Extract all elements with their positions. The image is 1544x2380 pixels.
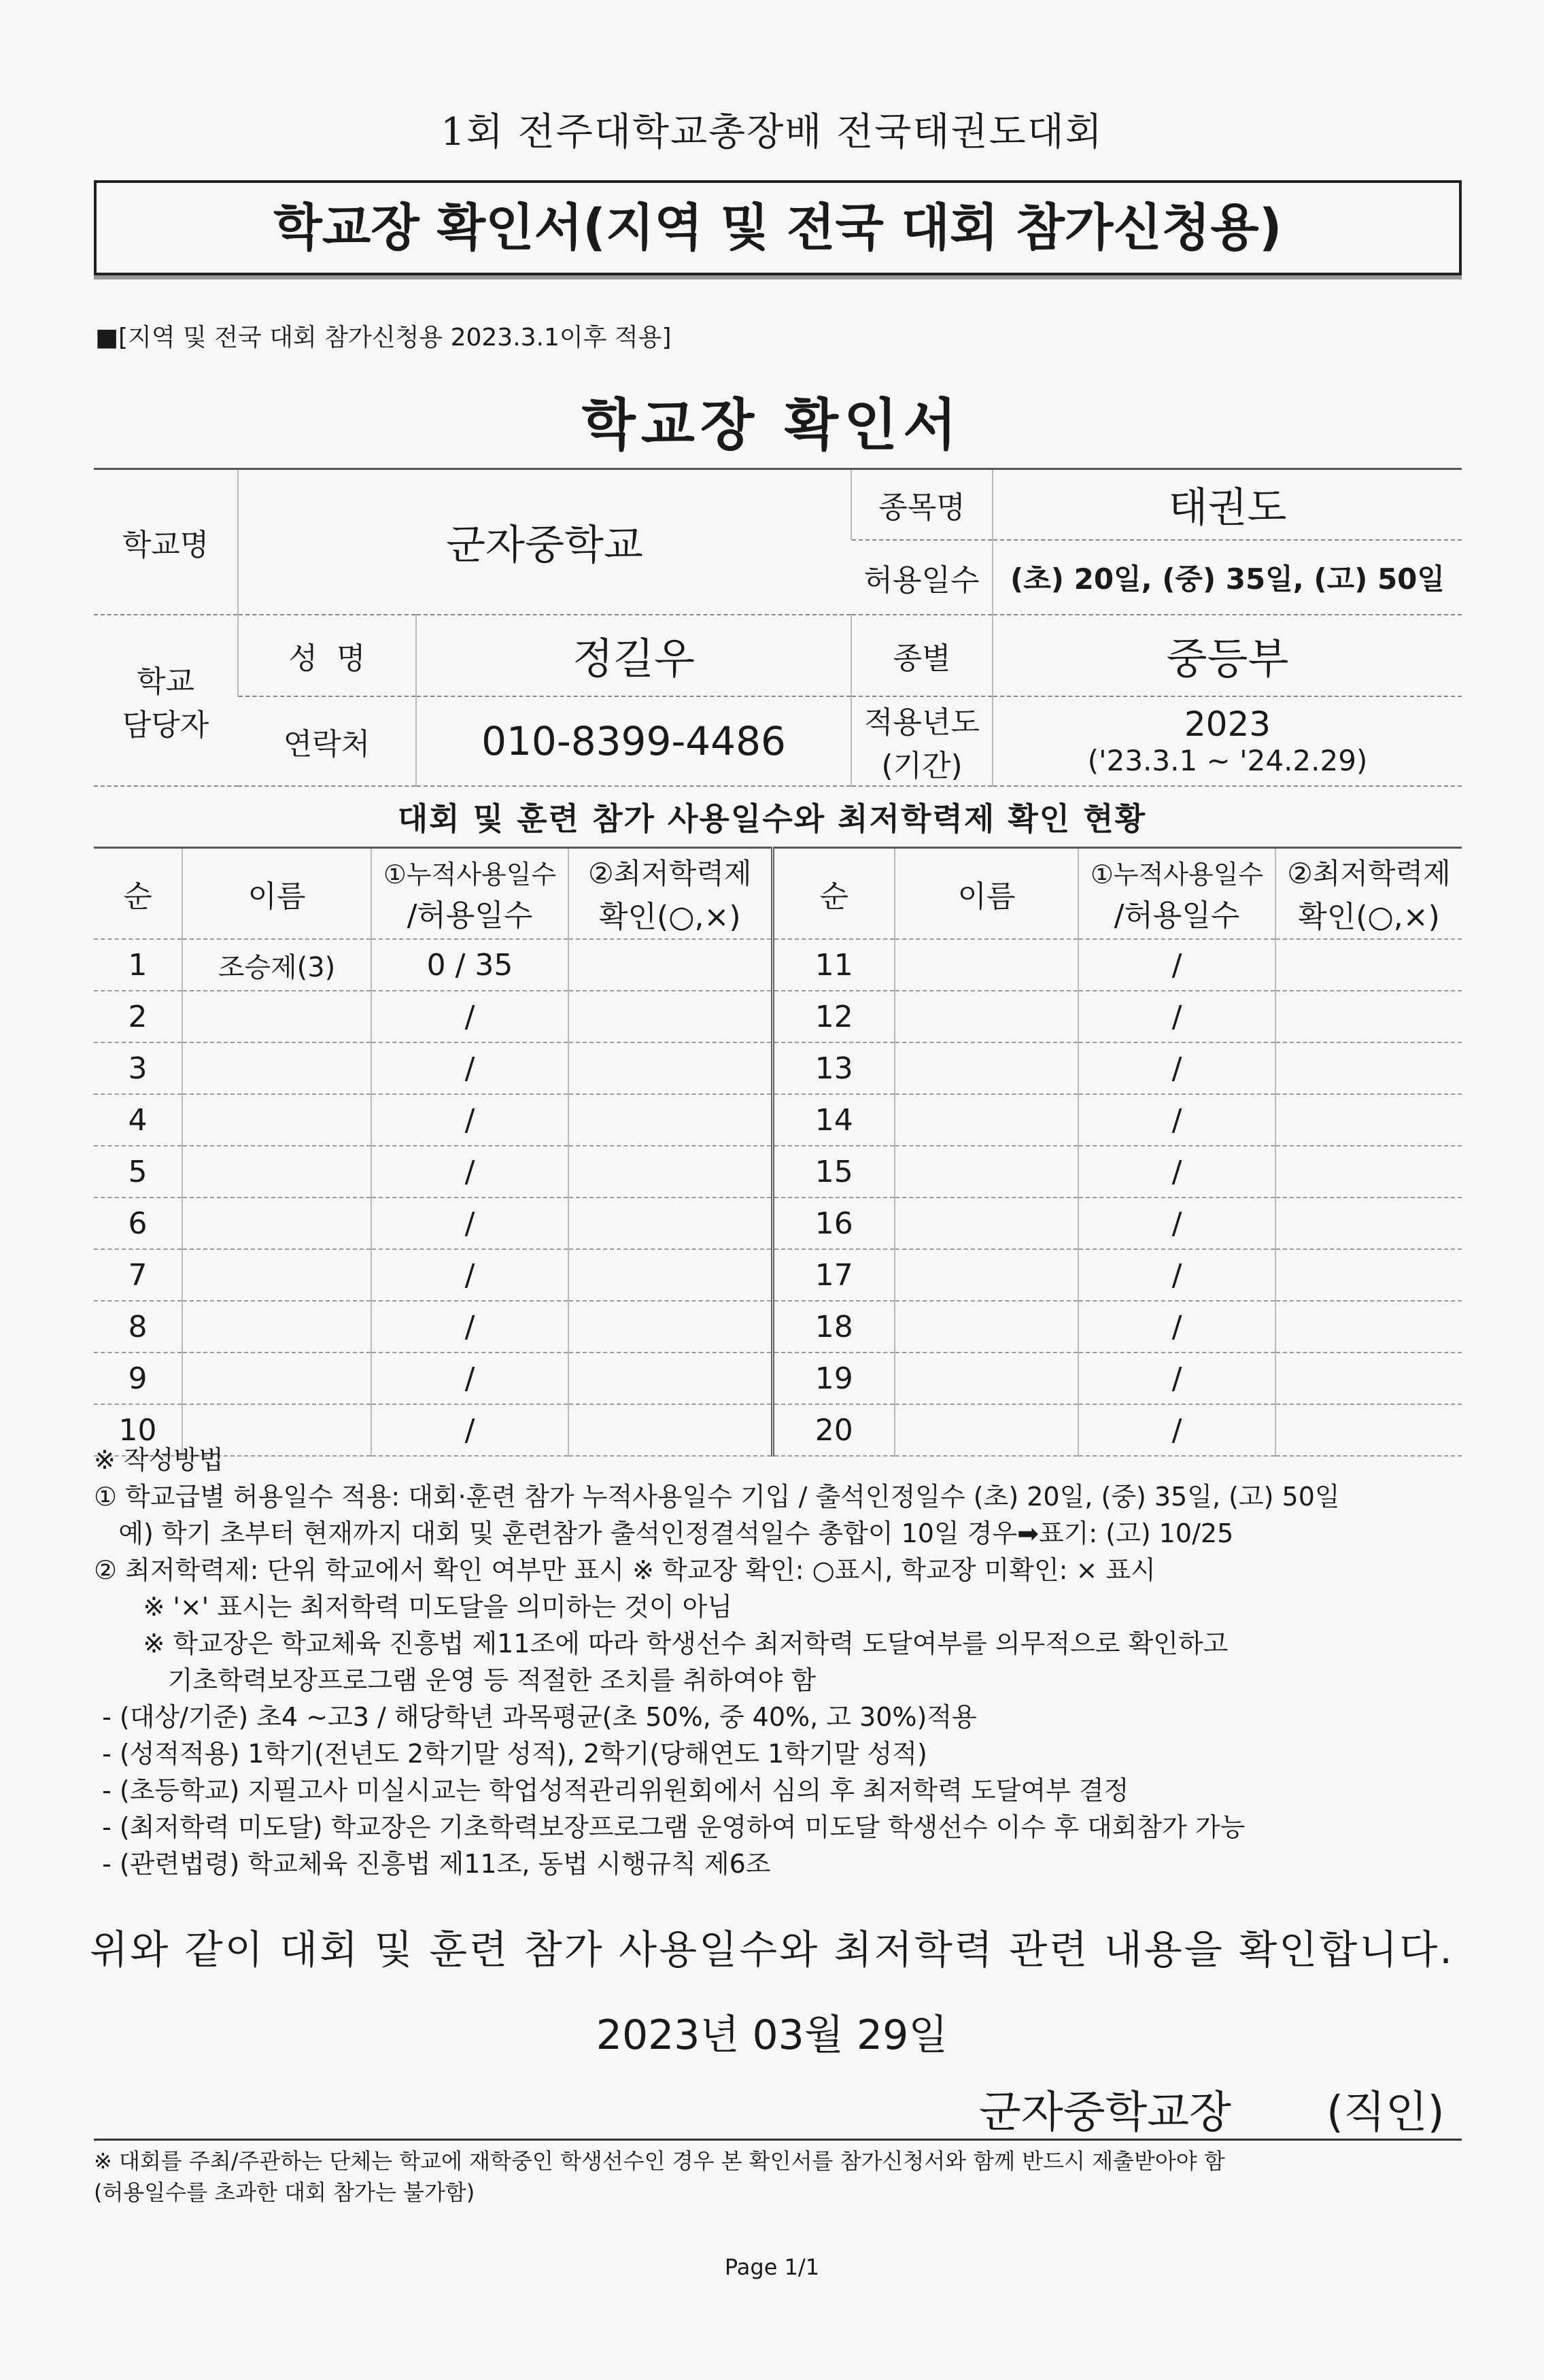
table-row [94, 1249, 1462, 1301]
table-row [94, 1042, 1462, 1094]
roster-days-cell: / [371, 991, 568, 1042]
header-min-line2: 확인(○,×) [1298, 900, 1440, 934]
roster-no-cell: 13 [772, 1042, 895, 1094]
instruction-line: - (최저학력 미도달) 학교장은 기초학력보장프로그램 운영하여 미도달 학생선수 이수 후 대회참가 가능 [94, 1812, 1246, 1842]
roster-days-cell: / [371, 1301, 568, 1353]
header-days-line1: ①누적사용일수 [383, 859, 557, 889]
roster-check-cell [568, 1301, 772, 1353]
instruction-line: ② 최저학력제: 단위 학교에서 확인 여부만 표시 ※ 학교장 확인: ○표시, 학교장 미확인: × 표시 [94, 1555, 1156, 1585]
apply-year-label [851, 696, 993, 786]
roster-name-cell [895, 1353, 1078, 1404]
header-days [1078, 848, 1275, 940]
header-min-line1: ②최저학력제 [1287, 857, 1451, 890]
school-manager-label-line2: 담당자 [122, 707, 209, 743]
confirmation-statement: 위와 같이 대회 및 훈련 참가 사용일수와 최저학력 관련 내용을 확인합니다. [90, 1926, 1454, 1973]
header-days-line2: /허용일수 [407, 898, 533, 933]
roster-days-cell: / [371, 1249, 568, 1301]
roster-days-cell: / [371, 1353, 568, 1404]
roster-check-cell [1275, 1249, 1462, 1301]
roster-check-cell [1275, 1146, 1462, 1197]
header-title-box [94, 180, 1462, 275]
roster-days-cell: / [1078, 1301, 1275, 1353]
footnote-line: (허용일수를 초과한 대회 참가는 불가함) [94, 2179, 475, 2205]
apply-year-label-line1: 적용년도 [863, 704, 980, 740]
instruction-line: - (관련법령) 학교체육 진흥법 제11조, 동법 시행규칙 제6조 [94, 1849, 771, 1879]
roster-days-cell: / [1078, 939, 1275, 991]
table-row [94, 1197, 1462, 1249]
roster-no-cell: 12 [772, 991, 895, 1042]
contact-label: 연락처 [238, 696, 416, 786]
roster-days-cell: / [1078, 991, 1275, 1042]
roster-check-cell [1275, 1197, 1462, 1249]
page-number: Page 1/1 [724, 2254, 820, 2280]
roster-name-cell [182, 1042, 371, 1094]
roster-name-cell [895, 991, 1078, 1042]
table-row [94, 1094, 1462, 1146]
roster-name-cell [182, 1146, 371, 1197]
instruction-line: ※ 학교장은 학교체육 진흥법 제11조에 따라 학생선수 최저학력 도달여부를 의무적으로 확인하고 [94, 1629, 1229, 1659]
roster-name-cell [895, 1197, 1078, 1249]
header-title: 학교장 확인서(지역 및 전국 대회 참가신청용) [273, 199, 1282, 257]
allowed-days-value: (초) 20일, (중) 35일, (고) 50일 [993, 540, 1462, 615]
header-shadow-rule [94, 275, 1462, 279]
roster-name-cell [182, 1301, 371, 1353]
roster-name-cell [182, 1197, 371, 1249]
table-row [94, 939, 1462, 991]
footnote-line: ※ 대회를 주최/주관하는 단체는 학교에 재학중인 학생선수인 경우 본 확인서를 참가신청서와 함께 반드시 제출받아야 함 [94, 2148, 1225, 2174]
instruction-line: 기초학력보장프로그램 운영 등 적절한 조치를 취하여야 함 [94, 1665, 817, 1695]
roster-name-cell: 조승제(3) [182, 939, 371, 991]
status-caption: 대회 및 훈련 참가 사용일수와 최저학력제 확인 현황 [397, 800, 1147, 837]
roster-check-cell [568, 1146, 772, 1197]
roster-name-cell [182, 1353, 371, 1404]
roster-no-cell: 3 [94, 1042, 182, 1094]
event-title: 1회 전주대학교총장배 전국태권도대회 [441, 110, 1103, 154]
roster-days-cell: / [1078, 1353, 1275, 1404]
roster-check-cell [1275, 1301, 1462, 1353]
official-seal-placeholder: (직인) [1326, 2088, 1445, 2138]
principal-signature-line [979, 2077, 1445, 2140]
instruction-line: - (초등학교) 지필고사 미실시교는 학업성적관리위원회에서 심의 후 최저학력 도달여부 결정 [94, 1775, 1129, 1805]
instructions-block [94, 1442, 1462, 1882]
instruction-line: ※ 작성방법 [94, 1445, 224, 1475]
instruction-line: ※ '×' 표시는 최저학력 미도달을 의미하는 것이 아님 [94, 1592, 733, 1622]
roster-no-cell: 9 [94, 1353, 182, 1404]
roster-no-cell: 20 [772, 1404, 895, 1456]
roster-no-cell: 5 [94, 1146, 182, 1197]
apply-period: ('23.3.1 ~ '24.2.29) [1087, 744, 1368, 777]
sport-value: 태권도 [993, 469, 1462, 540]
roster-check-cell [568, 1249, 772, 1301]
division-label: 종별 [851, 615, 993, 696]
roster-days-cell: / [1078, 1197, 1275, 1249]
roster-name-cell [182, 1094, 371, 1146]
roster-no-cell: 11 [772, 939, 895, 991]
roster-no-cell: 6 [94, 1197, 182, 1249]
footnote [94, 2145, 1462, 2208]
table-row [94, 991, 1462, 1042]
roster-no-cell: 1 [94, 939, 182, 991]
instruction-line: - (성적적용) 1학기(전년도 2학기말 성적), 2학기(당해연도 1학기말 성적) [94, 1739, 927, 1769]
footnote-divider [94, 2139, 1462, 2141]
document-title: 학교장 확인서 [581, 393, 963, 458]
header-min-academic [1275, 848, 1462, 940]
roster-days-cell: / [371, 1146, 568, 1197]
school-manager-label-line1: 학교 [136, 664, 194, 699]
header-days-line2: /허용일수 [1114, 898, 1240, 933]
roster-no-cell: 19 [772, 1353, 895, 1404]
roster-days-cell: / [371, 1197, 568, 1249]
header-days-line1: ①누적사용일수 [1090, 859, 1264, 889]
roster-check-cell [568, 1094, 772, 1146]
allowed-days-label: 허용일수 [851, 540, 993, 615]
header-min-line1: ②최저학력제 [587, 857, 752, 890]
instruction-line: 예) 학기 초부터 현재까지 대회 및 훈련참가 출석인정결석일수 총합이 10일 경우➡표기: (고) 10/25 [94, 1518, 1234, 1548]
roster-days-cell: / [1078, 1042, 1275, 1094]
roster-no-cell: 14 [772, 1094, 895, 1146]
contact-value: 010-8399-4486 [416, 696, 851, 786]
header-no: 순 [772, 848, 895, 940]
roster-days-cell: / [371, 1042, 568, 1094]
roster-name-cell [182, 991, 371, 1042]
instruction-line: ① 학교급별 허용일수 적용: 대회·훈련 참가 누적사용일수 기입 / 출석인정일수 (초) 20일, (중) 35일, (고) 50일 [94, 1482, 1340, 1512]
apply-year-label-line2: (기간) [881, 748, 963, 783]
roster-no-cell: 2 [94, 991, 182, 1042]
apply-year: 2023 [1184, 704, 1271, 744]
school-name-label: 학교명 [94, 469, 238, 615]
roster-no-cell: 17 [772, 1249, 895, 1301]
roster-check-cell [568, 1042, 772, 1094]
roster-days-cell: / [1078, 1404, 1275, 1456]
table-row [94, 1301, 1462, 1353]
header-no: 순 [94, 848, 182, 940]
roster-name-cell [182, 1249, 371, 1301]
school-info-table [94, 468, 1462, 787]
roster-name-cell [895, 1042, 1078, 1094]
division-value: 중등부 [993, 615, 1462, 696]
apply-year-value [993, 696, 1462, 786]
roster-days-cell: / [1078, 1249, 1275, 1301]
sport-label: 종목명 [851, 469, 993, 540]
roster-no-cell: 7 [94, 1249, 182, 1301]
roster-check-cell [1275, 991, 1462, 1042]
roster-name-cell [895, 939, 1078, 991]
header-min-academic [568, 848, 772, 940]
manager-name-label: 성 명 [238, 615, 416, 696]
roster-check-cell [568, 1353, 772, 1404]
roster-no-cell: 16 [772, 1197, 895, 1249]
roster-check-cell [1275, 1353, 1462, 1404]
header-name: 이름 [182, 848, 371, 940]
roster-check-cell [1275, 1094, 1462, 1146]
manager-name-value: 정길우 [416, 615, 851, 696]
roster-days-cell: / [371, 1404, 568, 1456]
participation-roster-table [94, 847, 1462, 1457]
roster-days-cell: / [1078, 1146, 1275, 1197]
table-row [94, 1146, 1462, 1197]
roster-check-cell [1275, 939, 1462, 991]
header-days [371, 848, 568, 940]
roster-days-cell: / [371, 1094, 568, 1146]
roster-check-cell [1275, 1042, 1462, 1094]
roster-name-cell [895, 1146, 1078, 1197]
roster-no-cell: 8 [94, 1301, 182, 1353]
instruction-line: - (대상/기준) 초4 ~고3 / 해당학년 과목평균(초 50%, 중 40%, 고 30%)적용 [94, 1702, 977, 1732]
roster-check-cell [568, 939, 772, 991]
roster-no-cell: 15 [772, 1146, 895, 1197]
school-name-value: 군자중학교 [238, 469, 851, 615]
roster-no-cell: 10 [94, 1404, 182, 1456]
school-manager-label [94, 615, 238, 786]
roster-name-cell [895, 1249, 1078, 1301]
issue-date: 2023년 03월 29일 [596, 2011, 948, 2059]
roster-name-cell [895, 1301, 1078, 1353]
roster-days-cell: / [1078, 1094, 1275, 1146]
applicability-note: ■[지역 및 전국 대회 참가신청용 2023.3.1이후 적용] [95, 324, 672, 352]
roster-no-cell: 4 [94, 1094, 182, 1146]
roster-days-cell: 0 / 35 [371, 939, 568, 991]
roster-name-cell [895, 1094, 1078, 1146]
principal-title: 군자중학교장 [979, 2088, 1231, 2138]
roster-check-cell [568, 991, 772, 1042]
roster-check-cell [568, 1197, 772, 1249]
table-row [94, 1353, 1462, 1404]
roster-no-cell: 18 [772, 1301, 895, 1353]
header-min-line2: 확인(○,×) [598, 900, 741, 934]
header-name: 이름 [895, 848, 1078, 940]
